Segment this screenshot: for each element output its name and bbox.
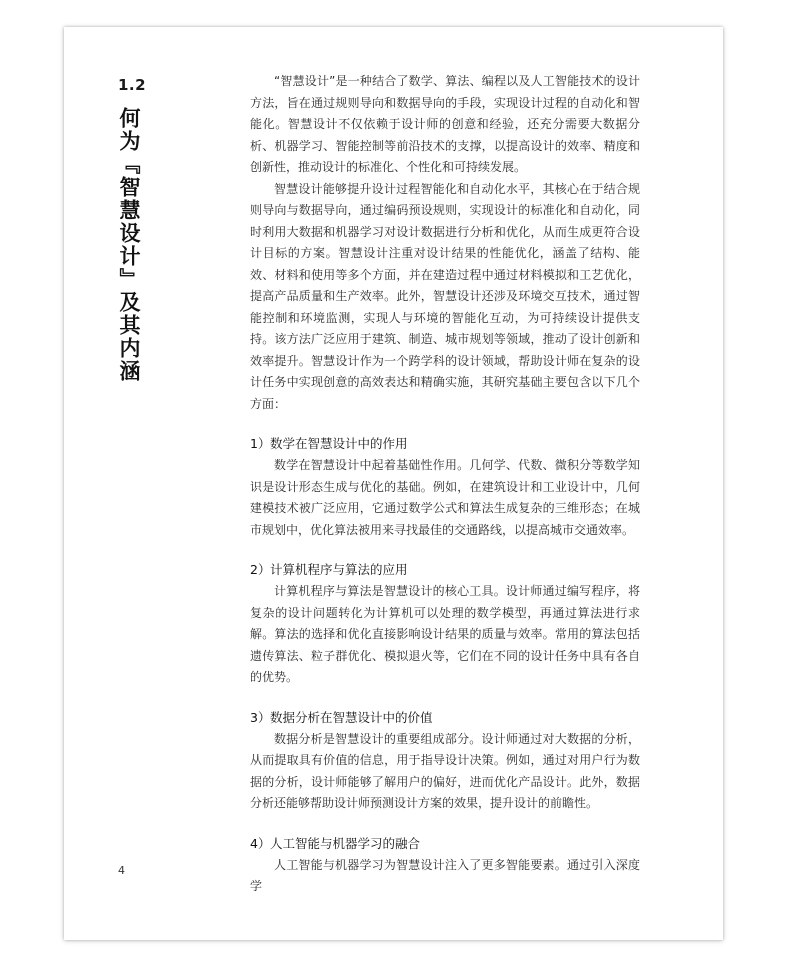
page-number: 4	[118, 864, 125, 877]
subsection-number-1: 1）	[250, 436, 271, 451]
subsection-title-4: 人工智能与机器学习的融合	[270, 835, 421, 851]
subsection-heading-3	[250, 707, 640, 729]
intro-paragraph-1: “智慧设计”是一种结合了数学、算法、编程以及人工智能技术的设计方法，旨在通过规则导向和数据导向的手段，实现设计过程的自动化和智能化。智慧设计不仅依赖于设计师的创意和经验，还充分需要大数据分析、机器学习、智能控制等前沿技术的支撑，以提高设计的效率、精度和创新性，推动设计的标准化、个性化和可持续发展。	[250, 74, 640, 174]
subsection-heading-2	[250, 559, 640, 581]
subsection-title-1: 数学在智慧设计中的作用	[270, 436, 408, 451]
subsection-body-4: 人工智能与机器学习为智慧设计注入了更多智能要素。通过引入深度学	[250, 857, 640, 893]
subsection-number-3: 3）	[250, 709, 271, 725]
subsection-heading-1	[250, 433, 640, 455]
subsection-number-4: 4）	[250, 835, 271, 851]
section-number: 1.2	[118, 76, 147, 94]
intro-paragraph-2: 智慧设计能够提升设计过程智能化和自动化水平，其核心在于结合规则导向与数据导向，通过编码预设规则，实现设计的标准化和自动化，同时利用大数据和机器学习对设计数据进行分析和优化，从而生成更符合设计目标的方案。智慧设计注重对设计结果的性能优化，涵盖了结构、能效、材料和使用等多个方面，并在建造过程中通过材料模拟和工艺优化，提高产品质量和生产效率。此外，智慧设计还涉及环境交互技术，通过智能控制和环境监测，实现人与环境的智能化互动，为可持续设计提供支持。该方法广泛应用于建筑、制造、城市规划等领域，推动了设计创新和效率提升。智慧设计作为一个跨学科的设计领域，帮助设计师在复杂的设计任务中实现创意的高效表达和精确实施，其研究基础主要包含以下几个方面：	[250, 181, 640, 411]
body-text	[250, 71, 640, 898]
subsection-number-2: 2）	[250, 562, 271, 577]
subsection-title-2: 计算机程序与算法的应用	[270, 562, 408, 577]
document-page	[64, 27, 723, 940]
subsection-body-1: 数学在智慧设计中起着基础性作用。几何学、代数、微积分等数学知识是设计形态生成与优化的基础。例如，在建筑设计和工业设计中，几何建模技术被广泛应用，它通过数学公式和算法生成复杂的三维形态；在城市规划中，优化算法被用来寻找最佳的交通路线，以提高城市交通效率。	[250, 458, 640, 537]
subsection-heading-4	[250, 833, 640, 855]
section-title: 何为『智慧设计』及其内涵	[117, 107, 141, 383]
subsection-title-3: 数据分析在智慧设计中的价值	[270, 709, 433, 725]
subsection-body-2: 计算机程序与算法是智慧设计的核心工具。设计师通过编写程序，将复杂的设计问题转化为计算机可以处理的数学模型，再通过算法进行求解。算法的选择和优化直接影响设计结果的质量与效率。常用的算法包括遗传算法、粒子群优化、模拟退火等，它们在不同的设计任务中具有各自的优势。	[250, 584, 640, 684]
subsection-body-3: 数据分析是智慧设计的重要组成部分。设计师通过对大数据的分析，从而提取具有价值的信息，用于指导设计决策。例如，通过对用户行为数据的分析，设计师能够了解用户的偏好，进而优化产品设计。此外，数据分析还能够帮助设计师预测设计方案的效果，提升设计的前瞻性。	[250, 731, 640, 810]
